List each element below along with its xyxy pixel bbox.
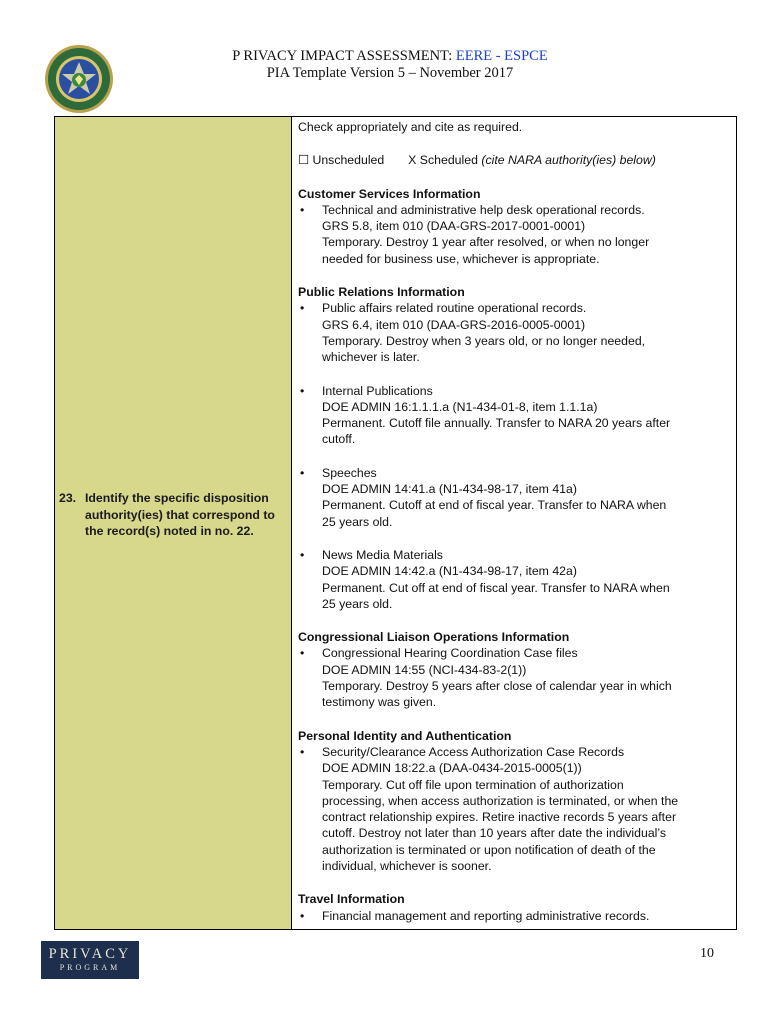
record-item-line: DOE ADMIN 14:42.a (N1-434-98-17, item 42a) bbox=[322, 564, 577, 579]
record-item bbox=[298, 547, 728, 612]
record-item bbox=[298, 383, 728, 448]
question-column bbox=[55, 117, 292, 929]
question-23 bbox=[59, 490, 287, 540]
section-title: Congressional Liaison Operations Information bbox=[298, 630, 570, 645]
bullet-icon: • bbox=[300, 301, 305, 316]
section-title: Personal Identity and Authentication bbox=[298, 728, 512, 743]
answer-column bbox=[298, 119, 728, 941]
header-title bbox=[150, 48, 630, 65]
record-item-line: needed for business use, whichever is appropriate. bbox=[322, 251, 600, 266]
record-item-line: cutoff. bbox=[322, 432, 356, 447]
record-item-line: 25 years old. bbox=[322, 596, 393, 611]
record-item-line: whichever is later. bbox=[322, 350, 420, 365]
record-item bbox=[298, 645, 728, 710]
page-number: 10 bbox=[700, 946, 714, 961]
record-item-line: 25 years old. bbox=[322, 514, 393, 529]
bullet-icon: • bbox=[300, 465, 305, 480]
record-item-line: Internal Publications bbox=[322, 383, 433, 398]
logo-privacy-text: PRIVACY bbox=[48, 946, 132, 962]
record-item-line: Public affairs related routine operational records. bbox=[322, 301, 587, 316]
bullet-icon: • bbox=[300, 744, 305, 759]
record-item-text bbox=[322, 547, 728, 612]
bullet-icon: • bbox=[300, 646, 305, 661]
section-title: Travel Information bbox=[298, 892, 405, 907]
disposition-section bbox=[298, 728, 728, 875]
record-item bbox=[298, 908, 728, 924]
record-item-line: DOE ADMIN 14:55 (NCI-434-83-2(1)) bbox=[322, 662, 527, 677]
disposition-section bbox=[298, 186, 728, 267]
record-item-line: processing, when access authorization is terminated, or when the bbox=[322, 793, 679, 808]
record-item-line: DOE ADMIN 14:41.a (N1-434-98-17, item 41a) bbox=[322, 482, 577, 497]
record-item-line: Temporary. Cut off file upon termination of authorization bbox=[322, 777, 624, 792]
schedule-options bbox=[298, 152, 728, 168]
record-item-line: DOE ADMIN 16:1.1.1.a (N1-434-01-8, item 1.1.1a) bbox=[322, 399, 598, 414]
logo-program-text: PROGRAM bbox=[59, 963, 121, 972]
answer-intro: Check appropriately and cite as required. bbox=[298, 120, 523, 134]
record-item-line: Permanent. Cutoff at end of fiscal year. Transfer to NARA when bbox=[322, 498, 667, 513]
record-item-text bbox=[322, 300, 728, 365]
header-subtitle: PIA Template Version 5 – November 2017 bbox=[266, 65, 514, 81]
bullet-icon: • bbox=[300, 547, 305, 562]
record-item-text bbox=[322, 202, 728, 267]
record-item-line: Security/Clearance Access Authorization Case Records bbox=[322, 744, 625, 759]
record-item-line: Temporary. Destroy 1 year after resolved, or when no longer bbox=[322, 235, 650, 250]
record-item-line: Technical and administrative help desk operational records. bbox=[322, 202, 645, 217]
record-item-line: Congressional Hearing Coordination Case files bbox=[322, 646, 578, 661]
bullet-icon: • bbox=[300, 908, 305, 923]
record-item-line: GRS 5.8, item 010 (DAA-GRS-2017-0001-0001) bbox=[322, 219, 586, 234]
unscheduled-checkbox[interactable]: ☐ bbox=[298, 153, 310, 168]
record-item-line: Speeches bbox=[322, 465, 377, 480]
disposition-section bbox=[298, 284, 728, 612]
section-title: Customer Services Information bbox=[298, 186, 481, 201]
record-item bbox=[298, 202, 728, 267]
disposition-section bbox=[298, 629, 728, 710]
record-item bbox=[298, 744, 728, 874]
record-item-text bbox=[322, 465, 728, 530]
question-text: Identify the specific disposition authority(ies) that correspond to the record(s) noted in no. 22. bbox=[85, 491, 275, 538]
record-item-line: News Media Materials bbox=[322, 547, 443, 562]
header-title-highlight: EERE - ESPCE bbox=[455, 48, 548, 64]
record-item-line: authorization is terminated or upon notification of death of the bbox=[322, 842, 656, 857]
record-item-line: Temporary. Destroy 5 years after close of calendar year in which bbox=[322, 679, 672, 694]
record-item-line: DOE ADMIN 18:22.a (DAA-0434-2015-0005(1)) bbox=[322, 761, 582, 776]
scheduled-note: (cite NARA authority(ies) below) bbox=[481, 153, 656, 168]
record-item-line: Temporary. Destroy when 3 years old, or no longer needed, bbox=[322, 333, 646, 348]
record-item-line: Permanent. Cut off at end of fiscal year. Transfer to NARA when bbox=[322, 580, 670, 595]
record-item bbox=[298, 465, 728, 530]
disposition-section bbox=[298, 891, 728, 924]
record-item-text bbox=[322, 383, 728, 448]
header-title-prefix: P RIVACY IMPACT ASSESSMENT: bbox=[232, 48, 456, 64]
record-item-text bbox=[322, 645, 728, 710]
scheduled-mark[interactable]: X bbox=[408, 153, 417, 168]
record-item-line: Financial management and reporting administrative records. bbox=[322, 908, 650, 923]
record-item-text bbox=[322, 908, 728, 924]
record-item-line: Permanent. Cutoff file annually. Transfer to NARA 20 years after bbox=[322, 416, 671, 431]
bullet-icon: • bbox=[300, 202, 305, 217]
record-item-line: testimony was given. bbox=[322, 695, 437, 710]
record-item-line: individual, whichever is sooner. bbox=[322, 858, 492, 873]
document-header bbox=[150, 48, 630, 82]
privacy-program-logo bbox=[41, 941, 139, 979]
record-item bbox=[298, 300, 728, 365]
question-number: 23. bbox=[59, 491, 77, 505]
section-title: Public Relations Information bbox=[298, 285, 465, 300]
record-item-text bbox=[322, 744, 728, 874]
record-item-line: cutoff. Destroy not later than 10 years after date the individual’s bbox=[322, 826, 667, 841]
record-item-line: GRS 6.4, item 010 (DAA-GRS-2016-0005-0001) bbox=[322, 317, 586, 332]
bullet-icon: • bbox=[300, 383, 305, 398]
disposition-sections bbox=[298, 186, 728, 924]
doe-seal-logo bbox=[44, 44, 114, 114]
unscheduled-label: Unscheduled bbox=[312, 153, 385, 168]
scheduled-label: Scheduled bbox=[419, 153, 478, 168]
pia-table bbox=[54, 116, 737, 930]
record-item-line: contract relationship expires. Retire inactive records 5 years after bbox=[322, 810, 677, 825]
